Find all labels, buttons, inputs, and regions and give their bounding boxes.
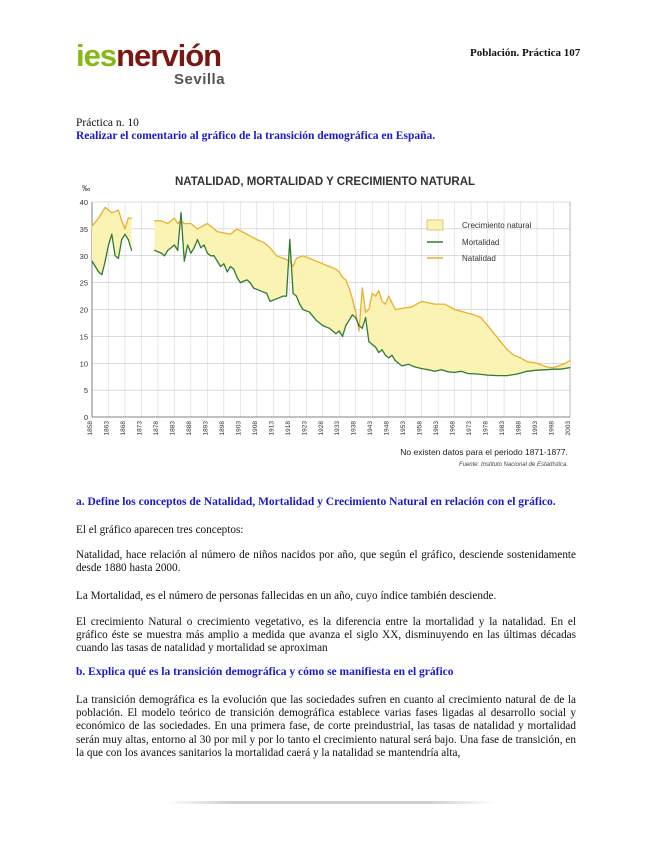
mortalidad-point <box>408 364 409 365</box>
paragraph-b-1: La transición demográfica es la evolución que las sociedades sufren en cuanto al crecimiento natural de de la población. El modelo teórico de transición demográfica establece varias fases ligadas al desarrollo social y económico de las sociedades. En una primera fase, de corte preindustrial, las tasas de natalidad y mortalidad serán muy altas, entorno al 30 por mil y por lo tanto el crecimiento natural será bajo. Una fase de transición, en la que con los avances sanitarios la mortalidad caerá y la natalidad se mantendría alta, <box>76 694 576 759</box>
natalidad-point <box>352 298 353 299</box>
mortalidad-point <box>362 328 363 329</box>
mortalidad-point <box>114 255 115 256</box>
mortalidad-point <box>299 304 300 305</box>
natalidad-point <box>454 309 455 310</box>
logo-wordmark <box>76 40 221 71</box>
mortalidad-point <box>309 312 310 313</box>
logo-ies-text: ies <box>76 38 117 73</box>
mortalidad-point <box>401 365 402 366</box>
natalidad-point <box>474 314 475 315</box>
mortalidad-point <box>507 375 508 376</box>
x-tick-label: 1858 <box>87 421 94 436</box>
mortalidad-point <box>381 349 382 350</box>
x-tick-label: 1928 <box>317 421 325 436</box>
mortalidad-point <box>358 325 359 326</box>
mortalidad-point <box>240 282 241 283</box>
mortalidad-point <box>342 336 343 337</box>
mortalidad-point <box>421 368 422 369</box>
legend-label-mortalidad: Mortalidad <box>462 238 500 247</box>
mortalidad-point <box>372 344 373 345</box>
main-instruction: Realizar el comentario al gráfico de la transición demográfica en España. <box>76 130 436 142</box>
natalidad-point <box>444 304 445 305</box>
x-tick-label: 1923 <box>301 421 309 436</box>
natalidad-point <box>342 277 343 278</box>
x-tick-label: 1863 <box>103 421 111 436</box>
mortalidad-point <box>497 375 498 376</box>
mortalidad-point <box>91 261 92 262</box>
y-tick-label: 0 <box>83 413 88 422</box>
natalidad-point <box>362 287 363 288</box>
x-tick-label: 1908 <box>251 421 259 436</box>
x-tick-label: 1898 <box>218 421 226 436</box>
natalidad-point <box>302 255 303 256</box>
mortalidad-point <box>246 279 247 280</box>
natalidad-point <box>345 279 346 280</box>
natalidad-point <box>154 220 155 221</box>
natalidad-point <box>174 218 175 219</box>
natalidad-point <box>563 364 564 365</box>
natalidad-point <box>128 218 129 219</box>
mortalidad-point <box>302 309 303 310</box>
mortalidad-point <box>560 369 561 370</box>
natalidad-point <box>421 301 422 302</box>
mortalidad-point <box>230 266 231 267</box>
page-label: Población. Práctica 107 <box>470 47 581 59</box>
natalidad-point <box>381 301 382 302</box>
natalidad-point <box>276 255 277 256</box>
mortalidad-point <box>276 298 277 299</box>
mortalidad-point <box>368 341 369 342</box>
natalidad-point <box>309 258 310 259</box>
mortalidad-point <box>454 372 455 373</box>
natalidad-point <box>263 242 264 243</box>
chart-source: Fuente: Instituto Nacional de Estadística. <box>458 462 568 468</box>
natalidad-point <box>269 247 270 248</box>
natalidad-point <box>177 223 178 224</box>
mortalidad-point <box>517 373 518 374</box>
mortalidad-point <box>447 371 448 372</box>
natalidad-point <box>322 263 323 264</box>
mortalidad-point <box>296 295 297 296</box>
mortalidad-point <box>385 355 386 356</box>
mortalidad-point <box>546 369 547 370</box>
mortalidad-point <box>536 370 537 371</box>
natalidad-point <box>527 361 528 362</box>
x-tick-label: 1988 <box>515 421 523 436</box>
mortalidad-point <box>378 352 379 353</box>
x-tick-label: 1948 <box>383 421 391 436</box>
logo-nervion-text: nervión <box>116 38 222 73</box>
natalidad-point <box>292 266 293 267</box>
natalidad-point <box>283 258 284 259</box>
mortalidad-point <box>395 360 396 361</box>
natalidad-point <box>569 360 570 361</box>
x-tick-label: 1943 <box>367 421 375 436</box>
mortalidad-point <box>569 367 570 368</box>
x-tick-label: 1873 <box>136 421 144 436</box>
natalidad-point <box>329 266 330 267</box>
x-tick-label: 1883 <box>169 421 177 436</box>
mortalidad-point <box>161 252 162 253</box>
mortalidad-point <box>233 269 234 270</box>
natalidad-point <box>217 231 218 232</box>
mortalidad-point <box>461 371 462 372</box>
mortalidad-point <box>187 244 188 245</box>
mortalidad-point <box>154 250 155 251</box>
natalidad-point <box>385 304 386 305</box>
natalidad-point <box>388 295 389 296</box>
mortalidad-point <box>375 347 376 348</box>
mortalidad-point <box>391 355 392 356</box>
x-tick-label: 1953 <box>400 421 408 436</box>
x-tick-label: 1958 <box>416 421 424 436</box>
paragraph-a-3: La Mortalidad, es el número de personas fallecidas en un año, cuyo índice también desciende. <box>76 590 497 602</box>
mortalidad-point <box>101 274 102 275</box>
mortalidad-point <box>250 282 251 283</box>
natalidad-point <box>513 355 514 356</box>
question-b-heading: b. Explica qué es la transición demográfica y cómo se manifiesta en el gráfico <box>76 666 454 678</box>
x-tick-label: 1983 <box>499 421 507 436</box>
natalidad-point <box>207 223 208 224</box>
mortalidad-point <box>477 373 478 374</box>
mortalidad-point <box>414 366 415 367</box>
mortalidad-point <box>227 271 228 272</box>
x-tick-label: 1878 <box>152 421 160 436</box>
mortalidad-point <box>184 261 185 262</box>
mortalidad-point <box>131 250 132 251</box>
legend-label-crecimiento: Crecimiento natural <box>462 221 532 230</box>
school-logo <box>76 40 236 90</box>
paragraph-a-2: Natalidad, hace relación al número de niños nacidos por año, que según el gráfico, desciende sostenidamente desde 1880 hasta 2000. <box>76 549 576 575</box>
natalidad-point <box>335 269 336 270</box>
mortalidad-point <box>180 212 181 213</box>
natalidad-point <box>494 333 495 334</box>
mortalidad-point <box>164 255 165 256</box>
mortalidad-point <box>194 247 195 248</box>
y-tick-label: 30 <box>79 251 88 261</box>
mortalidad-point <box>190 252 191 253</box>
natalidad-point <box>375 295 376 296</box>
mortalidad-point <box>236 277 237 278</box>
x-tick-label: 1913 <box>268 421 276 436</box>
x-tick-label: 1918 <box>284 421 292 436</box>
x-tick-label: 1968 <box>449 421 457 436</box>
mortalidad-point <box>95 266 96 267</box>
mortalidad-point <box>111 234 112 235</box>
natalidad-point <box>365 312 366 313</box>
natalidad-point <box>91 226 92 227</box>
natalidad-point <box>464 312 465 313</box>
natalidad-point <box>124 228 125 229</box>
mortalidad-point <box>269 301 270 302</box>
y-tick-label: 35 <box>79 224 88 234</box>
natalidad-point <box>118 209 119 210</box>
natalidad-point <box>316 261 317 262</box>
natalidad-point <box>98 218 99 219</box>
mortalidad-point <box>217 261 218 262</box>
natalidad-point <box>500 341 501 342</box>
y-axis-unit: ‰ <box>82 184 90 193</box>
mortalidad-point <box>349 320 350 321</box>
mortalidad-point <box>286 295 287 296</box>
natalidad-point <box>546 366 547 367</box>
x-tick-label: 1933 <box>334 421 342 436</box>
mortalidad-point <box>388 357 389 358</box>
x-tick-label: 2003 <box>565 421 572 436</box>
mortalidad-point <box>213 255 214 256</box>
natalidad-point <box>246 234 247 235</box>
natalidad-point <box>111 212 112 213</box>
natalidad-point <box>553 367 554 368</box>
mortalidad-point <box>98 271 99 272</box>
logo-city-text: Sevilla <box>174 71 226 88</box>
mortalidad-point <box>553 369 554 370</box>
mortalidad-point <box>124 234 125 235</box>
y-tick-label: 10 <box>79 359 88 369</box>
mortalidad-point <box>316 320 317 321</box>
x-tick-label: 1973 <box>466 421 474 436</box>
paragraph-a-4: El crecimiento Natural o crecimiento vegetativo, es la diferencia entre la mortalidad y la natalidad. En el gráfico éste se muestra más amplio a medida que avanza el siglo XX, disminuyendo en las últimas décadas cuando las tasas de natalidad y mortalidad se aproximan <box>76 616 576 655</box>
mortalidad-point <box>434 371 435 372</box>
natalidad-point <box>184 223 185 224</box>
page-bottom-shadow <box>165 801 495 804</box>
y-tick-label: 40 <box>79 198 88 207</box>
mortalidad-point <box>223 263 224 264</box>
natalidad-point <box>197 228 198 229</box>
natalidad-point <box>536 363 537 364</box>
mortalidad-point <box>352 314 353 315</box>
mortalidad-point <box>128 239 129 240</box>
mortalidad-point <box>207 252 208 253</box>
natalidad-point <box>167 223 168 224</box>
mortalidad-point <box>345 325 346 326</box>
natalidad-point <box>131 218 132 219</box>
x-tick-label: 1893 <box>202 421 210 436</box>
mortalidad-point <box>177 250 178 251</box>
question-a-heading: a. Define los conceptos de Natalidad, Mortalidad y Crecimiento Natural en relación con el gráfico. <box>76 496 556 508</box>
mortalidad-point <box>289 239 290 240</box>
natalidad-point <box>105 207 106 208</box>
mortalidad-point <box>108 244 109 245</box>
natalidad-point <box>256 239 257 240</box>
x-tick-label: 1998 <box>548 421 556 436</box>
y-tick-label: 5 <box>83 386 88 396</box>
mortalidad-point <box>329 328 330 329</box>
natalidad-point <box>339 271 340 272</box>
mortalidad-point <box>283 295 284 296</box>
x-tick-label: 1978 <box>482 421 490 436</box>
natalidad-point <box>520 357 521 358</box>
natalidad-point <box>296 258 297 259</box>
mortalidad-point <box>335 333 336 334</box>
mortalidad-point <box>253 287 254 288</box>
mortalidad-point <box>220 266 221 267</box>
natalidad-point <box>480 317 481 318</box>
legend-swatch-crecimiento <box>427 220 443 230</box>
x-tick-label: 1868 <box>119 421 127 436</box>
mortalidad-point <box>339 330 340 331</box>
mortalidad-point <box>292 293 293 294</box>
y-tick-label: 20 <box>79 305 88 315</box>
paragraph-a-1: El el gráfico aparecen tres conceptos: <box>76 524 244 536</box>
natalidad-point <box>487 325 488 326</box>
natalidad-point <box>190 223 191 224</box>
natalidad-point <box>411 306 412 307</box>
mortalidad-point <box>365 317 366 318</box>
mortalidad-point <box>171 247 172 248</box>
natalidad-point <box>372 293 373 294</box>
practice-label: Práctica n. 10 <box>76 117 139 129</box>
legend-label-natalidad: Natalidad <box>462 254 496 263</box>
mortalidad-point <box>355 317 356 318</box>
mortalidad-point <box>121 239 122 240</box>
natalidad-point <box>507 349 508 350</box>
natalidad-point <box>230 234 231 235</box>
x-tick-label: 1903 <box>235 421 243 436</box>
natalidad-point <box>355 312 356 313</box>
natalidad-point <box>434 304 435 305</box>
natalidad-point <box>161 220 162 221</box>
mortalidad-point <box>203 244 204 245</box>
x-tick-label: 1938 <box>350 421 358 436</box>
natalidad-point <box>121 220 122 221</box>
natalidad-point <box>180 220 181 221</box>
mortalidad-point <box>260 290 261 291</box>
natalidad-point <box>289 261 290 262</box>
mortalidad-point <box>174 244 175 245</box>
chart-note: No existen datos para el periodo 1871-1877. <box>400 447 568 457</box>
chart-title: NATALIDAD, MORTALIDAD Y CRECIMIENTO NATURAL <box>174 176 476 188</box>
y-tick-label: 25 <box>79 278 88 288</box>
natalidad-point <box>358 330 359 331</box>
mortalidad-point <box>441 369 442 370</box>
x-tick-label: 1963 <box>433 421 441 436</box>
mortalidad-point <box>487 374 488 375</box>
natalidad-point <box>349 287 350 288</box>
mortalidad-point <box>210 255 211 256</box>
natalidad-point <box>236 228 237 229</box>
x-tick-label: 1888 <box>185 421 193 436</box>
mortalidad-point <box>200 247 201 248</box>
mortalidad-point <box>266 293 267 294</box>
natalidad-point <box>395 309 396 310</box>
mortalidad-point <box>118 258 119 259</box>
mortalidad-point <box>428 369 429 370</box>
natalidad-point <box>368 309 369 310</box>
mortalidad-point <box>322 325 323 326</box>
mortalidad-point <box>467 373 468 374</box>
demographic-transition-chart <box>62 162 588 474</box>
mortalidad-point <box>197 239 198 240</box>
mortalidad-point <box>105 261 106 262</box>
y-tick-label: 15 <box>79 332 88 342</box>
mortalidad-point <box>167 250 168 251</box>
x-tick-label: 1993 <box>532 421 540 436</box>
mortalidad-point <box>527 371 528 372</box>
natalidad-point <box>378 290 379 291</box>
